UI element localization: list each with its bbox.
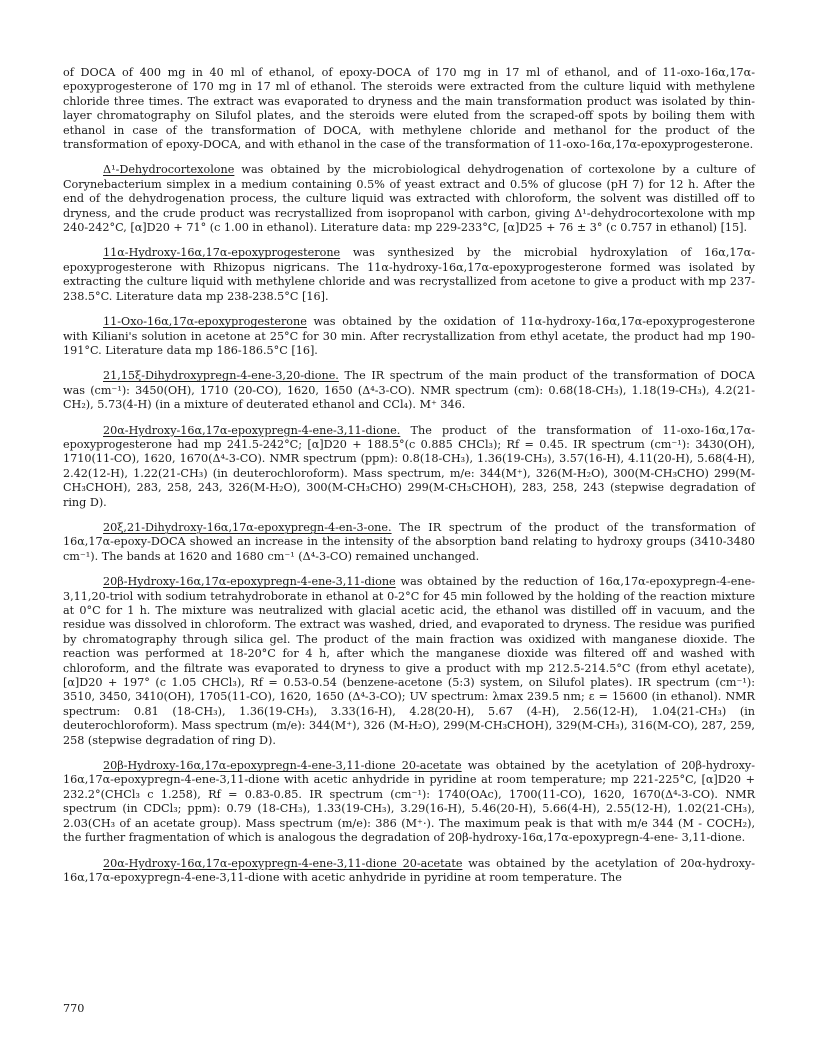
- paragraph-text: The IR spectrum of the product of the transformation of 16α,17α-epoxy-DOCA showed an increase in the intensity of the absorption band relating to hydroxy groups (3410-3480 cm⁻¹). The bands at 1620 and 1680 cm⁻¹ (Δ⁴-3-CO) remained unchanged.: [63, 520, 755, 563]
- paragraph-6: [63, 424, 755, 510]
- paragraph-title: 20α-Hydroxy-16α,17α-epoxypregn-4-ene-3,11-dione 20-acetate: [103, 856, 463, 870]
- paragraph-7: [63, 521, 755, 564]
- paragraph-3: [63, 246, 755, 304]
- paragraph-2: [63, 163, 755, 235]
- paragraph-title: 20β-Hydroxy-16α,17α-epoxypregn-4-ene-3,11-dione: [103, 575, 396, 589]
- paragraph-text: The IR spectrum of the main product of the transformation of DOCA was (cm⁻¹): 3450(OH), 1710 (20-CO), 1620, 1650 (Δ⁴-3-CO). NMR spectrum (cm): 0.68(18-CH₃), 1.18(19-CH₃), 4.2(21-CH₂), 5.73(4-H) (in a mixture of deuterated ethanol and CCl₄). M⁺ 346.: [63, 369, 755, 412]
- paragraph-9: [63, 759, 755, 845]
- paragraph-1: [63, 66, 755, 152]
- page-body: [63, 66, 755, 896]
- paragraph-title: 20β-Hydroxy-16α,17α-epoxypregn-4-ene-3,11-dione 20-acetate: [103, 759, 462, 773]
- paragraph-title: 11α-Hydroxy-16α,17α-epoxyprogesterone: [103, 246, 341, 260]
- paragraph-text: The product of the transformation of 11-oxo-16α,17α-epoxyprogesterone had mp 241.5-242°C; [α]D20 + 188.5°(c 0.885 CHCl₃); Rf = 0.45. IR spectrum (cm⁻¹): 3430(OH), 1710(11-CO), 1620, 1670(Δ⁴-3-CO). NMR spectrum (ppm): 0.8(18-CH₃), 1.36(19-CH₃), 3.57(16-H), 4.11(20-H), 5.68(4-H), 2.42(12-H), 1.22(21-CH₃) (in deuterochloroform). Mass spectrum, m/e: 344(M⁺), 326(M-H₂O), 300(M-CH₃CHO) 299(M-CH₃CHOH), 283, 258, 243, 326(M-H₂O), 300(M-CH₃CHO) 299(M-CH₃CHOH), 283, 258, 243 (stepwise degradation of ring D).: [63, 423, 755, 509]
- paragraph-title: 21,15ξ-Dihydroxypregn-4-ene-3,20-dione.: [103, 369, 339, 383]
- paragraph-text: was obtained by the reduction of 16α,17α-epoxypregn-4-ene-3,11,20-triol with sodium tetrahydroborate in ethanol at 0-2°C for 45 min followed by the holding of the reaction mixture at 0°C for 1 h. The mixture was neutralized with glacial acetic acid, the ethanol was distilled off in vacuum, and the residue was dissolved in chloroform. The extract was washed, dried, and evaporated to dryness. The residue was purified by chromatography through silica gel. The product of the main fraction was oxidized with manganese dioxide. The reaction was performed at 18-20°C for 4 h, after which the manganese dioxide was filtered off and washed with chloroform, and the filtrate was evaporated to dryness to give a product with mp 212.5-214.5°C (from ethyl acetate), [α]D20 + 197° (c 1.05 CHCl₃), Rf = 0.53-0.54 (benzene-acetone (5:3) system, on Silufol plates). IR spectrum (cm⁻¹): 3510, 3450, 3410(OH), 1705(11-CO), 1620, 1650 (Δ⁴-3-CO); UV spectrum: λmax 239.5 nm; ε = 15600 (in ethanol). NMR spectrum: 0.81 (18-CH₃), 1.36(19-CH₃), 3.33(16-H), 4.28(20-H), 5.67 (4-H), 2.56(12-H), 1.04(21-CH₃) (in deuterochloroform). Mass spectrum (m/e): 344(M⁺), 326 (M-H₂O), 299(M-CH₃CHOH), 329(M-CH₃), 316(M-CO), 287, 259, 258 (stepwise degradation of ring D).: [63, 575, 755, 747]
- paragraph-text: was synthesized by the microbial hydroxylation of 16α,17α-epoxyprogesterone with Rhizopus nigricans. The 11α-hydroxy-16α,17α-epoxyprogesterone formed was isolated by extracting the culture liquid with methylene chloride and was recrystallized from acetone to give a product with mp 237-238.5°C. Literature data mp 238-238.5°C [16].: [63, 246, 755, 303]
- paragraph-text: was obtained by the microbiological dehydrogenation of cortexolone by a culture of Corynebacterium simplex in a medium containing 0.5% of yeast extract and 0.5% of glucose (pH 7) for 12 h. After the end of the dehydrogenation process, the culture liquid was extracted with chloroform, the solvent was distilled off to dryness, and the crude product was recrystallized from isopropanol with carbon, giving Δ¹-dehydrocortexolone with mp 240-242°C, [α]D20 + 71° (c 1.00 in ethanol). Literature data: mp 229-233°C, [α]D25 + 76 ± 3° (c 0.757 in ethanol) [15].: [63, 163, 755, 235]
- paragraph-text: was obtained by the oxidation of 11α-hydroxy-16α,17α-epoxyprogesterone with Kiliani's solution in acetone at 25°C for 30 min. After recrystallization from ethyl acetate, the product had mp 190-191°C. Literature data mp 186-186.5°C [16].: [63, 315, 755, 357]
- paragraph-text: was obtained by the acetylation of 20α-hydroxy-16α,17α-epoxypregn-4-ene-3,11-dione with acetic anhydride in pyridine at room temperature. The: [63, 856, 755, 884]
- paragraph-8: [63, 575, 755, 748]
- paragraph-10: [63, 857, 755, 886]
- paragraph-5: [63, 369, 755, 412]
- page-number: 770: [63, 1002, 85, 1015]
- paragraph-title: Δ¹-Dehydrocortexolone: [103, 163, 235, 177]
- paragraph-4: [63, 315, 755, 358]
- paragraph-title: 20ξ,21-Dihydroxy-16α,17α-epoxypregn-4-en-3-one.: [103, 520, 392, 534]
- paragraph-text: was obtained by the acetylation of 20β-hydroxy-16α,17α-epoxypregn-4-ene-3,11-dione with acetic anhydride in pyridine at room temperature; mp 221-225°C, [α]D20 + 232.2°(CHCl₃ c 1.258), Rf = 0.83-0.85. IR spectrum (cm⁻¹): 1740(OAc), 1700(11-CO), 1620, 1670(Δ⁴-3-CO). NMR spectrum (in CDCl₃; ppm): 0.79 (18-CH₃), 1.33(19-CH₃), 3.29(16-H), 5.46(20-H), 5.66(4-H), 2.55(12-H), 1.02(21-CH₃), 2.03(CH₃ of an acetate group). Mass spectrum (m/e): 386 (M⁺·). The maximum peak is that with m/e 344 (M - COCH₂), the further fragmentation of which is analogous the degradation of 20β-hydroxy-16α,17α-epoxypregn-4-ene- 3,11-dione.: [63, 759, 755, 845]
- paragraph-text: of DOCA of 400 mg in 40 ml of ethanol, of epoxy-DOCA of 170 mg in 17 ml of ethanol, and of 11-oxo-16α,17α-epoxyprogesterone of 170 mg in 17 ml of ethanol. The steroids were extracted from the culture liquid with methylene chloride three times. The extract was evaporated to dryness and the main transformation product was isolated by thin-layer chromatography on Silufol plates, and the steroids were eluted from the scraped-off spots by boiling them with ethanol in case of the transformation of DOCA, with methylene chloride and methanol for the product of the transformation of epoxy-DOCA, and with ethanol in the case of the transformation of 11-oxo-16α,17α-epoxyprogesterone.: [63, 66, 755, 152]
- paragraph-title: 11-Oxo-16α,17α-epoxyprogesterone: [103, 315, 307, 329]
- paragraph-title: 20α-Hydroxy-16α,17α-epoxypregn-4-ene-3,11-dione.: [103, 423, 401, 437]
